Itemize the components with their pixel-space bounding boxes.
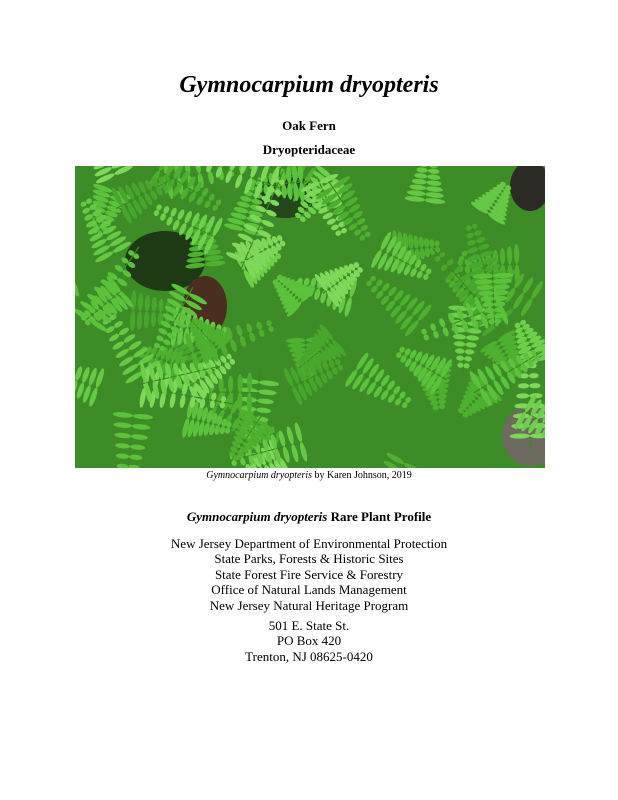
agency-line: State Parks, Forests & Historic Sites: [214, 551, 404, 567]
profile-suffix: Rare Plant Profile: [327, 509, 432, 524]
caption-species: Gymnocarpium dryopteris: [206, 470, 313, 481]
address-line: 501 E. State St.: [268, 618, 350, 633]
common-name: Oak Fern: [282, 118, 336, 133]
agency-line: State Forest Fire Service & Forestry: [214, 566, 404, 582]
address-line: PO Box 420: [276, 633, 342, 649]
photo-caption: [0, 470, 618, 481]
family-name: Dryopteridaceae: [262, 142, 356, 157]
profile-heading: [0, 509, 618, 525]
agency-line: New Jersey Natural Heritage Program: [209, 597, 409, 613]
fern-photo: [75, 166, 545, 468]
profile-species: Gymnocarpium dryopteris: [186, 509, 328, 524]
page-title: Gymnocarpium dryopteris: [179, 72, 439, 98]
caption-credit: by Karen Johnson, 2019: [312, 470, 412, 481]
agency-line: New Jersey Department of Environmental Protection: [170, 536, 448, 551]
address-line: Trenton, NJ 08625-0420: [245, 648, 373, 664]
agency-line: Office of Natural Lands Management: [211, 582, 407, 598]
address-block: [0, 618, 618, 664]
agency-block: [0, 536, 618, 613]
